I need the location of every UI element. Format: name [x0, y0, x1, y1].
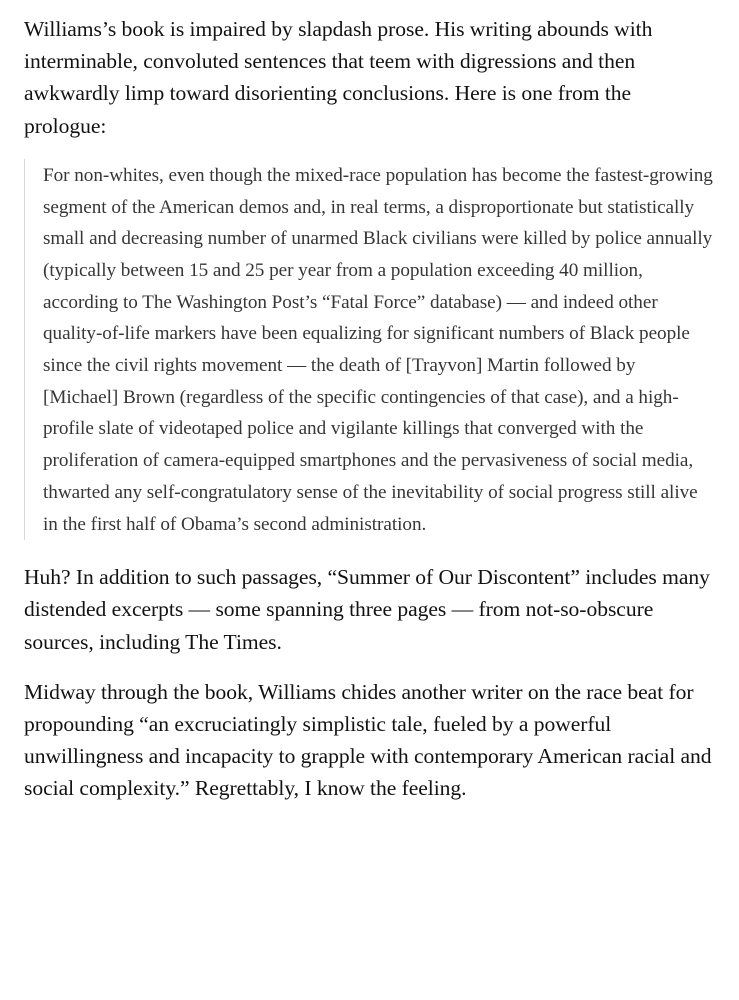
paragraph-intro: Williams’s book is impaired by slapdash prose. His writing abounds with interminable, convoluted sentences that teem with digressions and then awkwardly limp toward disorienting conclusions. Here is one from the prologue: — [24, 17, 653, 138]
paragraph-excerpts: Huh? In addition to such passages, “Summer of Our Discontent” includes many distended excerpts — some spanning three pages — from not-so-obscure sources, including The Times. — [24, 565, 710, 654]
prologue-quote-text: For non-whites, even though the mixed-race population has become the fastest-growing segment of the American demos and, in real terms, a disproportionate but statistically small and decreasing number of unarmed Black civilians were killed by police annually (typically between 15 and 25 per year from a population exceeding 40 million, according to The Washington Post’s “Fatal Force” database) — and indeed other quality-of-life markers have been equalizing for significant numbers of Black people since the civil rights movement — the death of [Trayvon] Martin followed by [Michael] Brown (regardless of the specific contingencies of that case), and a high-profile slate of videotaped police and vigilante killings that converged with the proliferation of camera-equipped smartphones and the pervasiveness of social media, thwarted any self-congratulatory sense of the inevitability of social progress still alive in the first half of Obama’s second administration. — [43, 164, 713, 535]
paragraph-conclusion: Midway through the book, Williams chides another writer on the race beat for propounding “an excruciatingly simplistic tale, fueled by a powerful unwillingness and incapacity to grapple with contemporary American racial and social complexity.” Regrettably, I know the feeling. — [24, 679, 712, 801]
prologue-quote — [24, 159, 715, 540]
